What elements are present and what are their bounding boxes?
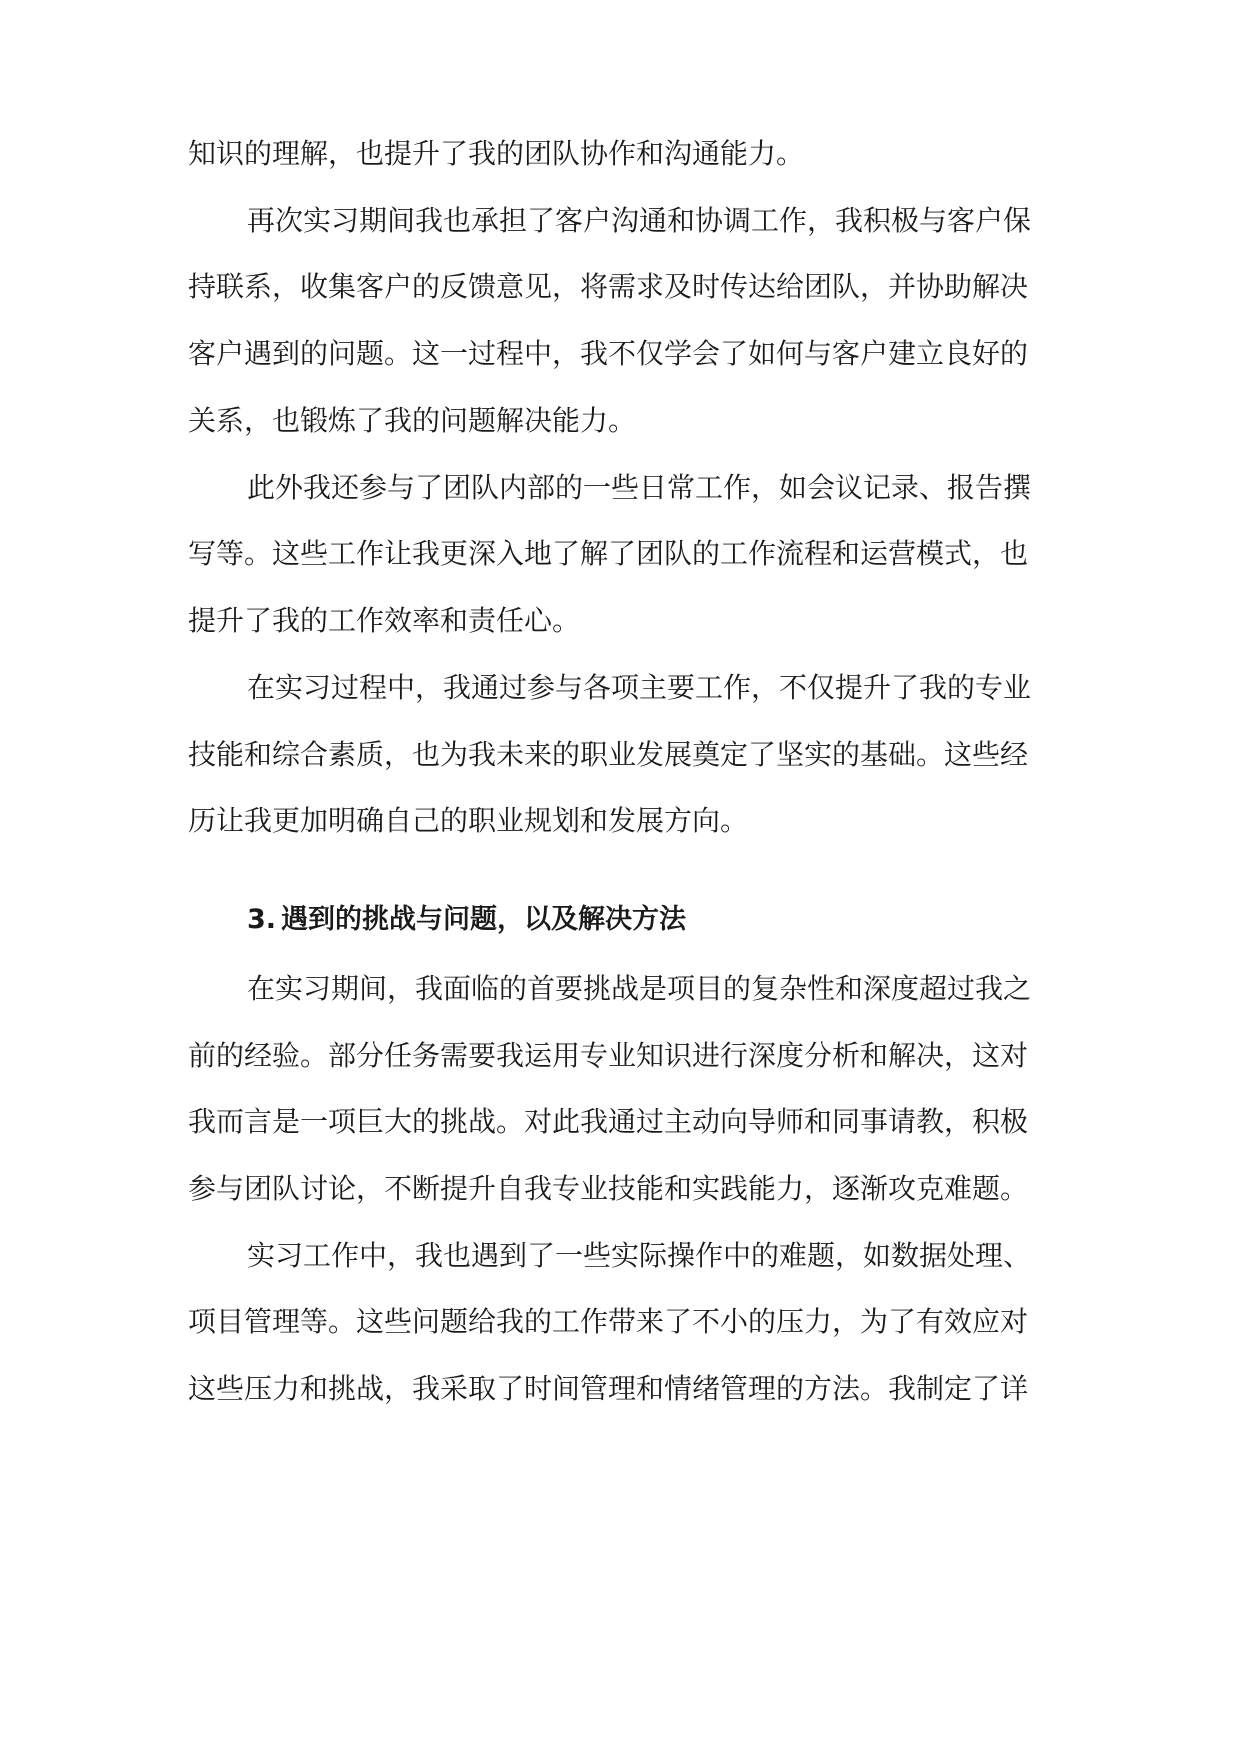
paragraph-line: 项目管理等。这些问题给我的工作带来了不小的压力，为了有效应对 xyxy=(188,1305,1029,1338)
section-heading xyxy=(247,900,1068,940)
paragraph-line: 此外我还参与了团队内部的一些日常工作，如会议记录、报告撰 xyxy=(247,471,1032,504)
paragraph-line: 实习工作中，我也遇到了一些实际操作中的难题，如数据处理、 xyxy=(247,1239,1032,1272)
paragraph-line: 知识的理解，也提升了我的团队协作和沟通能力。 xyxy=(188,137,805,170)
paragraph-line: 持联系，收集客户的反馈意见，将需求及时传达给团队，并协助解决 xyxy=(188,270,1029,303)
paragraph-line: 我而言是一项巨大的挑战。对此我通过主动向导师和同事请教，积极 xyxy=(188,1105,1029,1138)
section-title: 遇到的挑战与问题，以及解决方法 xyxy=(281,904,686,935)
section-number: 3. xyxy=(247,904,277,935)
paragraph-line: 客户遇到的问题。这一过程中，我不仅学会了如何与客户建立良好的 xyxy=(188,337,1029,370)
paragraph-line: 写等。这些工作让我更深入地了解了团队的工作流程和运营模式，也 xyxy=(188,537,1029,570)
paragraph-line: 技能和综合素质，也为我未来的职业发展奠定了坚实的基础。这些经 xyxy=(188,738,1029,771)
paragraph-line: 提升了我的工作效率和责任心。 xyxy=(188,604,581,637)
paragraph-line: 前的经验。部分任务需要我运用专业知识进行深度分析和解决，这对 xyxy=(188,1039,1029,1072)
paragraph-line: 历让我更加明确自己的职业规划和发展方向。 xyxy=(188,804,749,837)
paragraph-line: 在实习过程中，我通过参与各项主要工作，不仅提升了我的专业 xyxy=(247,671,1032,704)
paragraph-line: 再次实习期间我也承担了客户沟通和协调工作，我积极与客户保 xyxy=(247,204,1032,237)
paragraph-line: 这些压力和挑战，我采取了时间管理和情绪管理的方法。我制定了详 xyxy=(188,1372,1029,1405)
paragraph-line: 参与团队讨论，不断提升自我专业技能和实践能力，逐渐攻克难题。 xyxy=(188,1172,1029,1205)
paragraph-line: 关系，也锻炼了我的问题解决能力。 xyxy=(188,404,637,437)
paragraph-line: 在实习期间，我面临的首要挑战是项目的复杂性和深度超过我之 xyxy=(247,972,1032,1005)
